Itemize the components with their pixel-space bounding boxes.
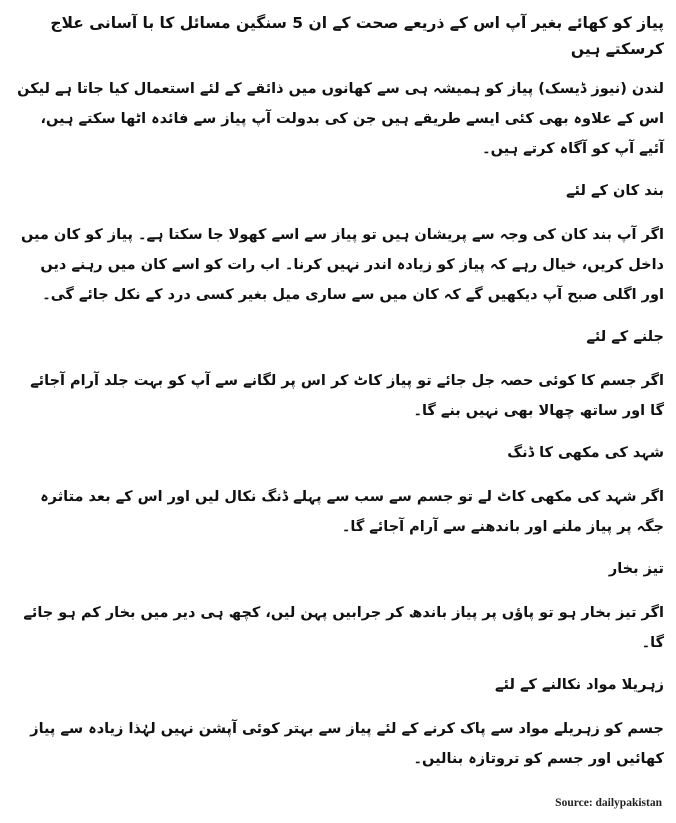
section-heading-blocked-ear: بند کان کے لئے [566, 183, 664, 199]
section-heading-detox: زہریلا مواد نکالنے کے لئے [495, 677, 664, 693]
section-heading-high-fever: تیز بخار [608, 561, 664, 577]
section-body-burns: اگر جسم کا کوئی حصہ جل جائے تو پیاز کاٹ کر اس پر لگانے سے آپ کو بہت جلد آرام آجائے گا اور ساتھ چھالا بھی نہیں بنے گا۔ [30, 373, 664, 419]
article [14, 10, 664, 788]
section-body-detox: جسم کو زہریلے مواد سے پاک کرنے کے لئے پیاز سے بہتر کوئی آپشن نہیں لہٰذا زیادہ سے پیاز کھائیں اور جسم کو تروتازہ بنالیں۔ [30, 721, 664, 767]
section-body-high-fever: اگر تیز بخار ہو تو پاؤں پر پیاز باندھ کر جرابیں پہن لیں، کچھ ہی دیر میں بخار کم ہو جائے گا۔ [23, 605, 664, 651]
section-heading-bee-sting: شہد کی مکھی کا ڈنگ [507, 445, 664, 461]
article-title: پیاز کو کھائے بغیر آپ اس کے ذریعے صحت کے ان 5 سنگین مسائل کا با آسانی علاج کرسکتے ہیں [50, 14, 664, 58]
section-heading-burns: جلنے کے لئے [586, 329, 664, 345]
article-intro: لندن (نیوز ڈیسک) پیاز کو ہمیشہ ہی سے کھانوں میں ذائقے کے لئے استعمال کیا جاتا ہے لیکن اس کے علاوہ بھی کئی ایسے طریقے ہیں جن کی بدولت آپ پیاز سے فائدہ اٹھا سکتے ہیں، آئیے آپ کو آگاہ کرتے ہیں۔ [17, 81, 664, 157]
source-credit: Source: dailypakistan [555, 797, 662, 809]
section-body-bee-sting: اگر شہد کی مکھی کاٹ لے تو جسم سے سب سے پہلے ڈنگ نکال لیں اور اس کے بعد متاثرہ جگہ پر پیاز ملنے اور باندھنے سے آرام آجائے گا۔ [40, 489, 664, 535]
section-body-blocked-ear: اگر آپ بند کان کی وجہ سے پریشان ہیں تو پیاز سے اسے کھولا جا سکتا ہے۔ پیاز کو کان میں داخل کریں، خیال رہے کہ پیاز کو زیادہ اندر نہیں کرنا۔ اب رات کو اسے کان میں رہنے دیں اور اگلی صبح آپ دیکھیں گے کہ کان میں سے ساری میل بغیر کسی درد کے نکل جائے گی۔ [20, 227, 664, 303]
